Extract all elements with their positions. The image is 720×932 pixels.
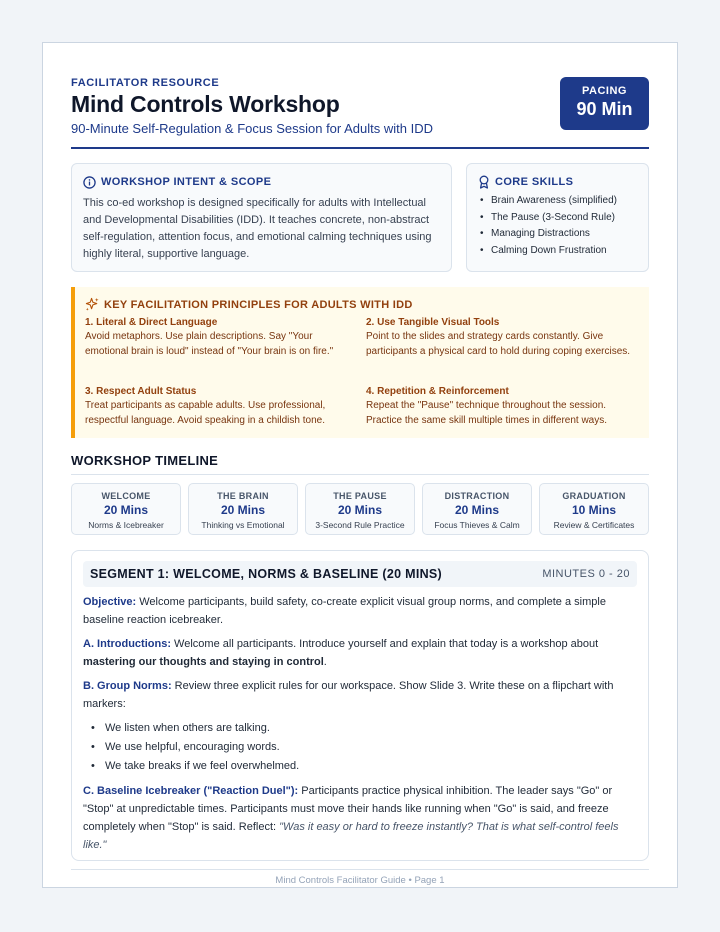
- principles-heading-row: [85, 297, 637, 312]
- icebreaker-quote: "Was it easy or hard to freeze instantly? That is what self-control feels like.": [83, 821, 619, 851]
- norm-item: • We take breaks if we feel overwhelmed.: [83, 757, 639, 776]
- timeline-mins: 20 Mins: [103, 503, 148, 517]
- norms-paragraph: [83, 677, 639, 713]
- skill-item: • Managing Distractions: [478, 226, 637, 243]
- segment-card: [71, 550, 649, 861]
- principle-item: [85, 316, 350, 359]
- skills-card: [466, 163, 649, 272]
- principle-body: Treat participants as capable adults. Use professional, respectful language. Avoid speaking in a childish tone.: [85, 400, 326, 426]
- norms-list: [83, 719, 639, 776]
- timeline-desc: 3-Second Rule Practice: [315, 520, 405, 530]
- introductions-text: Welcome all participants. Introduce yourself and explain that today is a workshop about: [171, 638, 599, 650]
- header-divider: [71, 147, 649, 149]
- kicker: FACILITATOR RESOURCE: [71, 77, 220, 89]
- norm-item: • We use helpful, encouraging words.: [83, 738, 639, 757]
- timeline-name: DISTRACTION: [444, 491, 510, 501]
- timeline-name: THE BRAIN: [217, 491, 269, 501]
- principle-body: Avoid metaphors. Use plain descriptions. Say "Your emotional brain is loud" instead of "Your brain is on fire.": [85, 331, 334, 357]
- icebreaker-label: C. Baseline Icebreaker ("Reaction Duel"):: [83, 785, 299, 797]
- skill-item: • Brain Awareness (simplified): [478, 193, 637, 210]
- principle-body: Repeat the "Pause" technique throughout the session. Practice the same skill multiple times in different ways.: [366, 400, 608, 426]
- timeline-mins: 20 Mins: [337, 503, 382, 517]
- pacing-label: PACING: [582, 85, 627, 97]
- footer-divider: [71, 869, 649, 870]
- segment-body: [83, 593, 639, 860]
- pacing-value: 90 Min: [576, 99, 633, 119]
- segment-minutes: MINUTES 0 - 20: [542, 568, 630, 580]
- principle-item: [85, 385, 350, 428]
- principle-title: 1. Literal & Direct Language: [85, 317, 218, 328]
- principles-grid: [85, 316, 637, 436]
- skill-item: • The Pause (3-Second Rule): [478, 210, 637, 227]
- principles-heading: KEY FACILITATION PRINCIPLES FOR ADULTS WITH IDD: [104, 298, 413, 311]
- norms-text: Review three explicit rules for our workspace. Show Slide 3. Write these on a flipchart with markers:: [83, 680, 614, 710]
- timeline-mins: 10 Mins: [571, 503, 616, 517]
- timeline-row: [71, 483, 649, 535]
- skills-list: [478, 193, 637, 259]
- skills-heading-row: [478, 174, 637, 190]
- timeline-desc: Thinking vs Emotional: [201, 520, 285, 530]
- introductions-end: .: [323, 656, 327, 668]
- page-subtitle: 90-Minute Self-Regulation & Focus Session for Adults with IDD: [71, 121, 434, 136]
- timeline-name: GRADUATION: [562, 491, 626, 501]
- timeline-card-the-pause: [305, 483, 415, 535]
- principle-title: 4. Repetition & Reinforcement: [366, 386, 509, 397]
- intent-card: [71, 163, 452, 272]
- principle-body: Point to the slides and strategy cards constantly. Give participants a physical card to hold during coping exercises.: [366, 331, 631, 357]
- timeline-card-distraction: [422, 483, 532, 535]
- pacing-badge: [560, 77, 649, 130]
- skills-heading: CORE SKILLS: [495, 176, 574, 188]
- timeline-card-welcome: [71, 483, 181, 535]
- timeline-desc: Focus Thieves & Calm: [434, 520, 520, 530]
- principle-item: [366, 316, 631, 359]
- norms-label: B. Group Norms:: [83, 680, 172, 692]
- info-icon: [83, 176, 96, 189]
- timeline-card-graduation: [539, 483, 649, 535]
- principle-item: [366, 385, 631, 428]
- segment-header: [83, 561, 637, 587]
- principles-panel: [71, 287, 649, 438]
- timeline-mins: 20 Mins: [220, 503, 265, 517]
- timeline-name: WELCOME: [101, 491, 151, 501]
- timeline-desc: Review & Certificates: [553, 520, 635, 530]
- intent-heading: WORKSHOP INTENT & SCOPE: [101, 176, 272, 188]
- page-title: Mind Controls Workshop: [71, 91, 340, 117]
- skill-item: • Calming Down Frustration: [478, 243, 637, 260]
- introductions-paragraph: [83, 635, 639, 671]
- icebreaker-paragraph: [83, 782, 639, 854]
- intent-heading-row: [83, 174, 440, 190]
- objective-text: Welcome participants, build safety, co-create explicit visual group norms, and complete a simple baseline reaction icebreaker.: [83, 596, 606, 626]
- objective-label: Objective:: [83, 596, 137, 608]
- timeline-name: THE PAUSE: [333, 491, 387, 501]
- timeline-divider: [71, 474, 649, 475]
- introductions-bold: mastering our thoughts and staying in control: [83, 656, 324, 668]
- timeline-desc: Norms & Icebreaker: [88, 520, 164, 530]
- icebreaker-text: Participants practice physical inhibition. The leader says "Go" or "Stop" at unpredictable times. Participants must move their hands like running when "Go" is said, and freeze completely when "Stop" is said. Reflect:: [83, 785, 613, 833]
- page: [42, 42, 678, 888]
- timeline-mins: 20 Mins: [454, 503, 499, 517]
- objective-paragraph: [83, 593, 639, 629]
- principle-title: 3. Respect Adult Status: [85, 386, 197, 397]
- intent-body: This co-ed workshop is designed specifically for adults with Intellectual and Developmental Disabilities (IDD). It teaches concrete, non-abstract self-regulation, attention focus, and emotional calming techniques using highly literal, supportive language.: [83, 197, 432, 260]
- introductions-label: A. Introductions:: [83, 638, 171, 650]
- timeline-heading: WORKSHOP TIMELINE: [71, 453, 219, 468]
- norm-item: • We listen when others are talking.: [83, 719, 639, 738]
- segment-title: SEGMENT 1: WELCOME, NORMS & BASELINE (20 MINS): [90, 567, 443, 581]
- ribbon-icon: [478, 175, 490, 189]
- page-footer: Mind Controls Facilitator Guide • Page 1: [275, 875, 445, 886]
- timeline-card-the-brain: [188, 483, 298, 535]
- principle-title: 2. Use Tangible Visual Tools: [366, 317, 500, 328]
- sparkle-icon: [85, 297, 100, 312]
